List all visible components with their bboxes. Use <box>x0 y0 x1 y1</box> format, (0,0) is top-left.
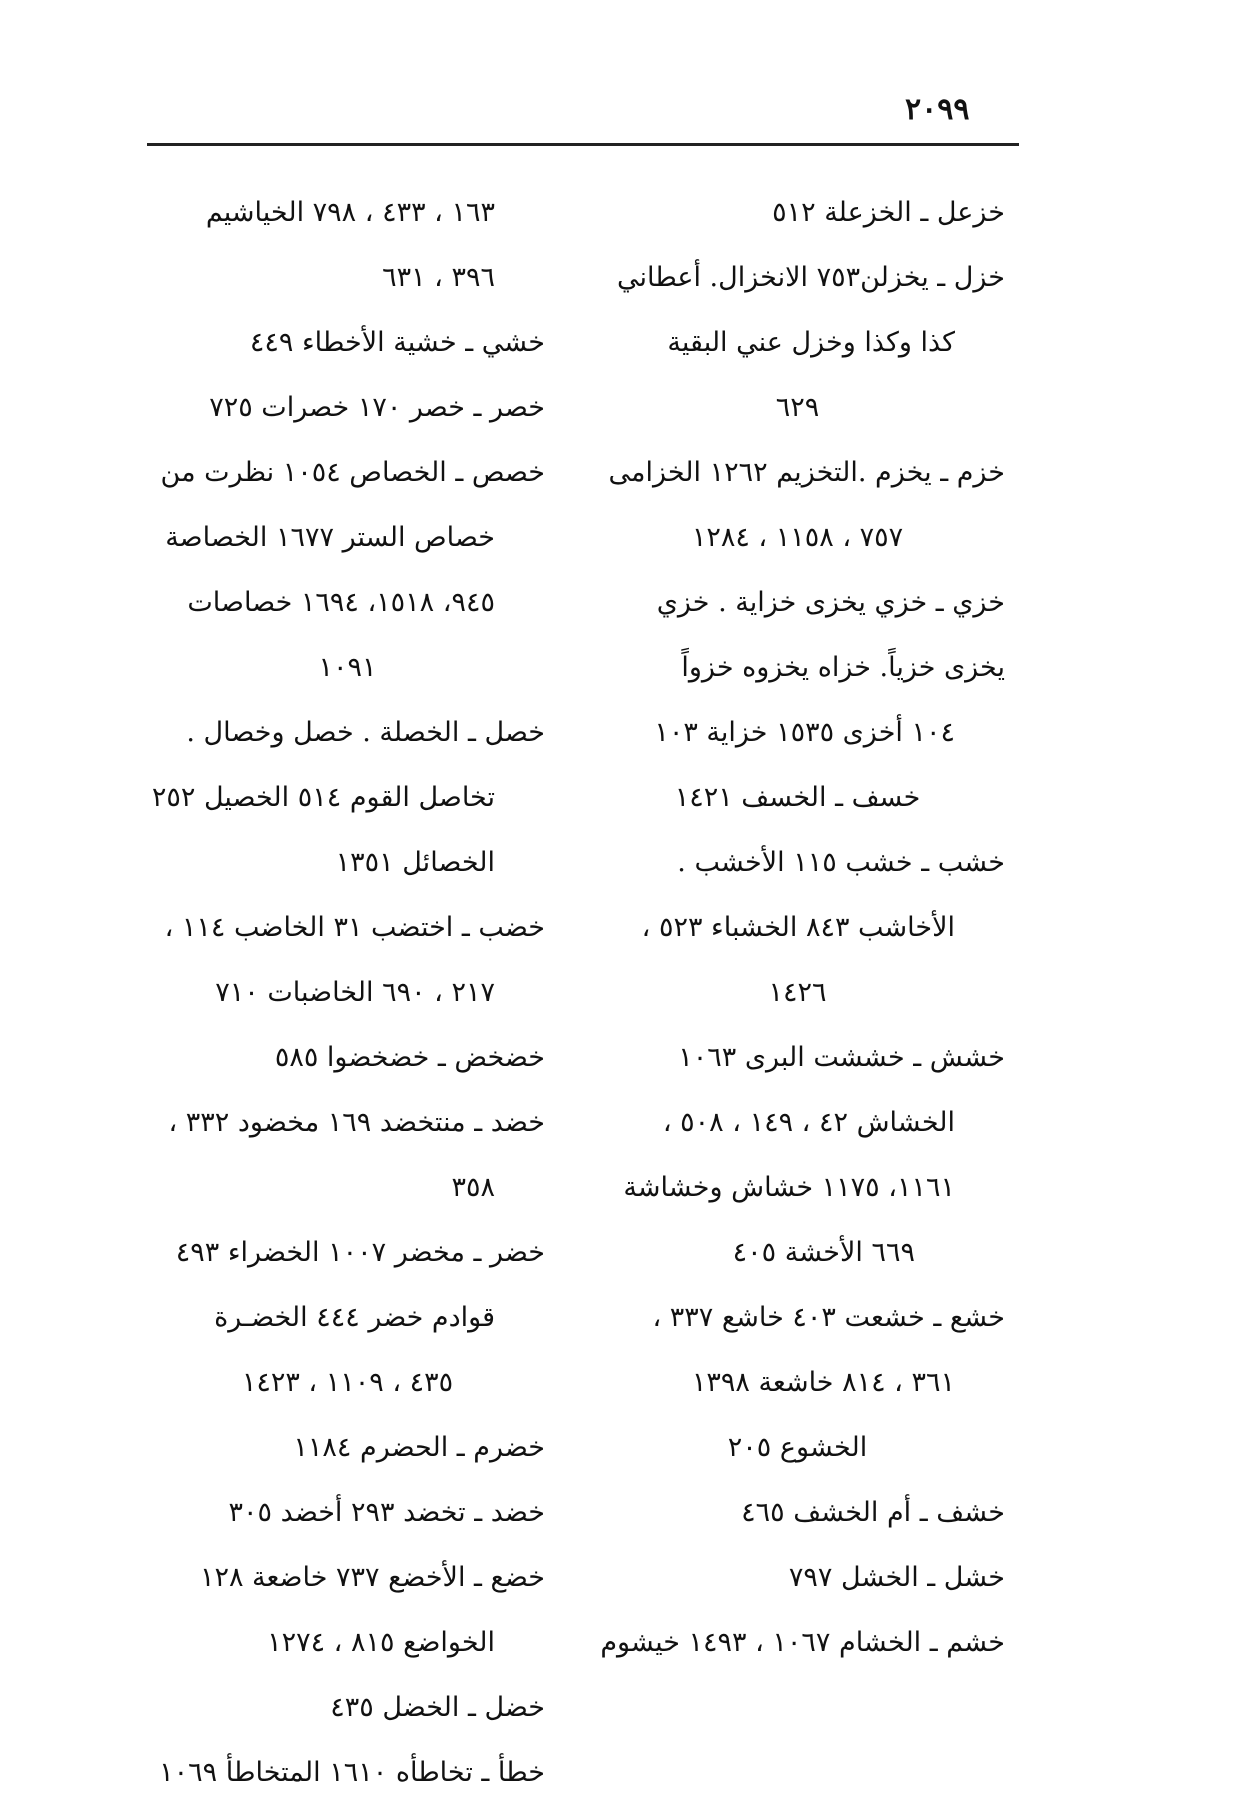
index-entry-continuation: خصاص الستر ١٦٧٧ الخصاصة <box>165 522 495 553</box>
index-entry-continuation: ٧٥٧ ، ١١٥٨ ، ١٢٨٤ <box>691 522 904 553</box>
index-column-left <box>150 180 545 1805</box>
index-column-right <box>590 180 1005 1675</box>
index-entry: خطأ ـ تخاطأه ١٦١٠ المتخاطأ ١٠٦٩ <box>159 1757 545 1788</box>
index-entry-continuation: ١٦٣ ، ٤٣٣ ، ٧٩٨ الخياشيم <box>205 197 495 228</box>
index-entry: خضر ـ مخضر ١٠٠٧ الخضراء ٤٩٣ <box>175 1237 545 1268</box>
index-entry: خضرم ـ الحضرم ١١٨٤ <box>293 1432 545 1463</box>
index-entry: خشل ـ الخشل ٧٩٧ <box>788 1562 1005 1593</box>
index-entry-continuation: يخزى خزياً. خزاه يخزوه خزواً <box>681 652 1005 683</box>
index-entry-continuation: كذا وكذا وخزل عني البقية <box>667 327 955 358</box>
index-entry: خضد ـ منتخضد ١٦٩ مخضود ٣٣٢ ، <box>168 1107 545 1138</box>
index-entry-continuation: ٦٢٩ <box>775 392 820 423</box>
index-entry: خصل ـ الخصلة . خصل وخصال . <box>186 717 545 748</box>
index-entry-continuation: ٣٥٨ <box>451 1172 495 1203</box>
index-entry: خضع ـ الأخضع ٧٣٧ خاضعة ١٢٨ <box>199 1562 545 1593</box>
index-entry: خشي ـ خشية الأخطاء ٤٤٩ <box>249 327 545 358</box>
index-entry: خشع ـ خشعت ٤٠٣ خاشع ٣٣٧ ، <box>652 1302 1005 1333</box>
index-entry: خشش ـ خششت البرى ١٠٦٣ <box>678 1042 1005 1073</box>
index-entry-continuation: الخواضع ٨١٥ ، ١٢٧٤ <box>267 1627 495 1658</box>
index-entry: خصر ـ خصر ١٧٠ خصرات ٧٢٥ <box>209 392 545 423</box>
index-entry: خشف ـ أم الخشف ٤٦٥ <box>741 1497 1005 1528</box>
index-entry-continuation: ٤٣٥ ، ١١٠٩ ، ١٤٢٣ <box>241 1367 454 1398</box>
index-entry-continuation: ٣٩٦ ، ٦٣١ <box>382 262 495 293</box>
index-entry: خسف ـ الخسف ١٤٢١ <box>674 782 921 813</box>
index-entry: خزعل ـ الخزعلة ٥١٢ <box>772 197 1005 228</box>
index-entry-continuation: ١٠٤ أخزى ١٥٣٥ خزاية ١٠٣ <box>654 717 955 748</box>
index-entry-continuation: ١٠٩١ <box>318 652 377 683</box>
index-entry-continuation: الأخاشب ٨٤٣ الخشباء ٥٢٣ ، <box>641 912 955 943</box>
index-entry: خزي ـ خزي يخزى خزاية . خزي <box>656 587 1005 618</box>
index-entry-continuation: الخصائل ١٣٥١ <box>335 847 495 878</box>
index-entry: خضد ـ تخضد ٢٩٣ أخضد ٣٠٥ <box>228 1497 545 1528</box>
index-entry-continuation: الخشاش ٤٢ ، ١٤٩ ، ٥٠٨ ، <box>662 1107 955 1138</box>
index-entry: خصص ـ الخصاص ١٠٥٤ نظرت من <box>160 457 545 488</box>
index-entry-continuation: تخاصل القوم ٥١٤ الخصيل ٢٥٢ <box>151 782 495 813</box>
page-number: ٢٠٩٩ <box>905 92 970 127</box>
index-entry-continuation: ٩٤٥، ١٥١٨، ١٦٩٤ خصاصات <box>187 587 495 618</box>
index-entry: خزم ـ يخزم .التخزيم ١٢٦٢ الخزامى <box>608 457 1005 488</box>
index-entry: خضل ـ الخضل ٤٣٥ <box>330 1692 545 1723</box>
index-entry-continuation: الخشوع ٢٠٥ <box>727 1432 868 1463</box>
index-entry: خزل ـ يخزلن٧٥٣ الانخزال. أعطاني <box>616 262 1005 293</box>
index-entry: خشب ـ خشب ١١٥ الأخشب . <box>677 847 1005 878</box>
index-entry-continuation: قوادم خضر ٤٤٤ الخضـرة <box>214 1302 495 1333</box>
index-entry: خضخض ـ خضخضوا ٥٨٥ <box>274 1042 545 1073</box>
index-entry-continuation: ١٤٢٦ <box>768 977 827 1008</box>
index-entry-continuation: ٣٦١ ، ٨١٤ خاشعة ١٣٩٨ <box>691 1367 955 1398</box>
header-rule <box>147 143 1019 146</box>
index-entry-continuation: ٦٦٩ الأخشة ٤٠٥ <box>732 1237 915 1268</box>
index-entry-continuation: ١١٦١، ١١٧٥ خشاش وخشاشة <box>623 1172 955 1203</box>
index-entry: خشم ـ الخشام ١٠٦٧ ، ١٤٩٣ خيشوم <box>600 1627 1005 1658</box>
index-entry: خضب ـ اختضب ٣١ الخاضب ١١٤ ، <box>164 912 545 943</box>
index-entry-continuation: ٢١٧ ، ٦٩٠ الخاضبات ٧١٠ <box>215 977 495 1008</box>
